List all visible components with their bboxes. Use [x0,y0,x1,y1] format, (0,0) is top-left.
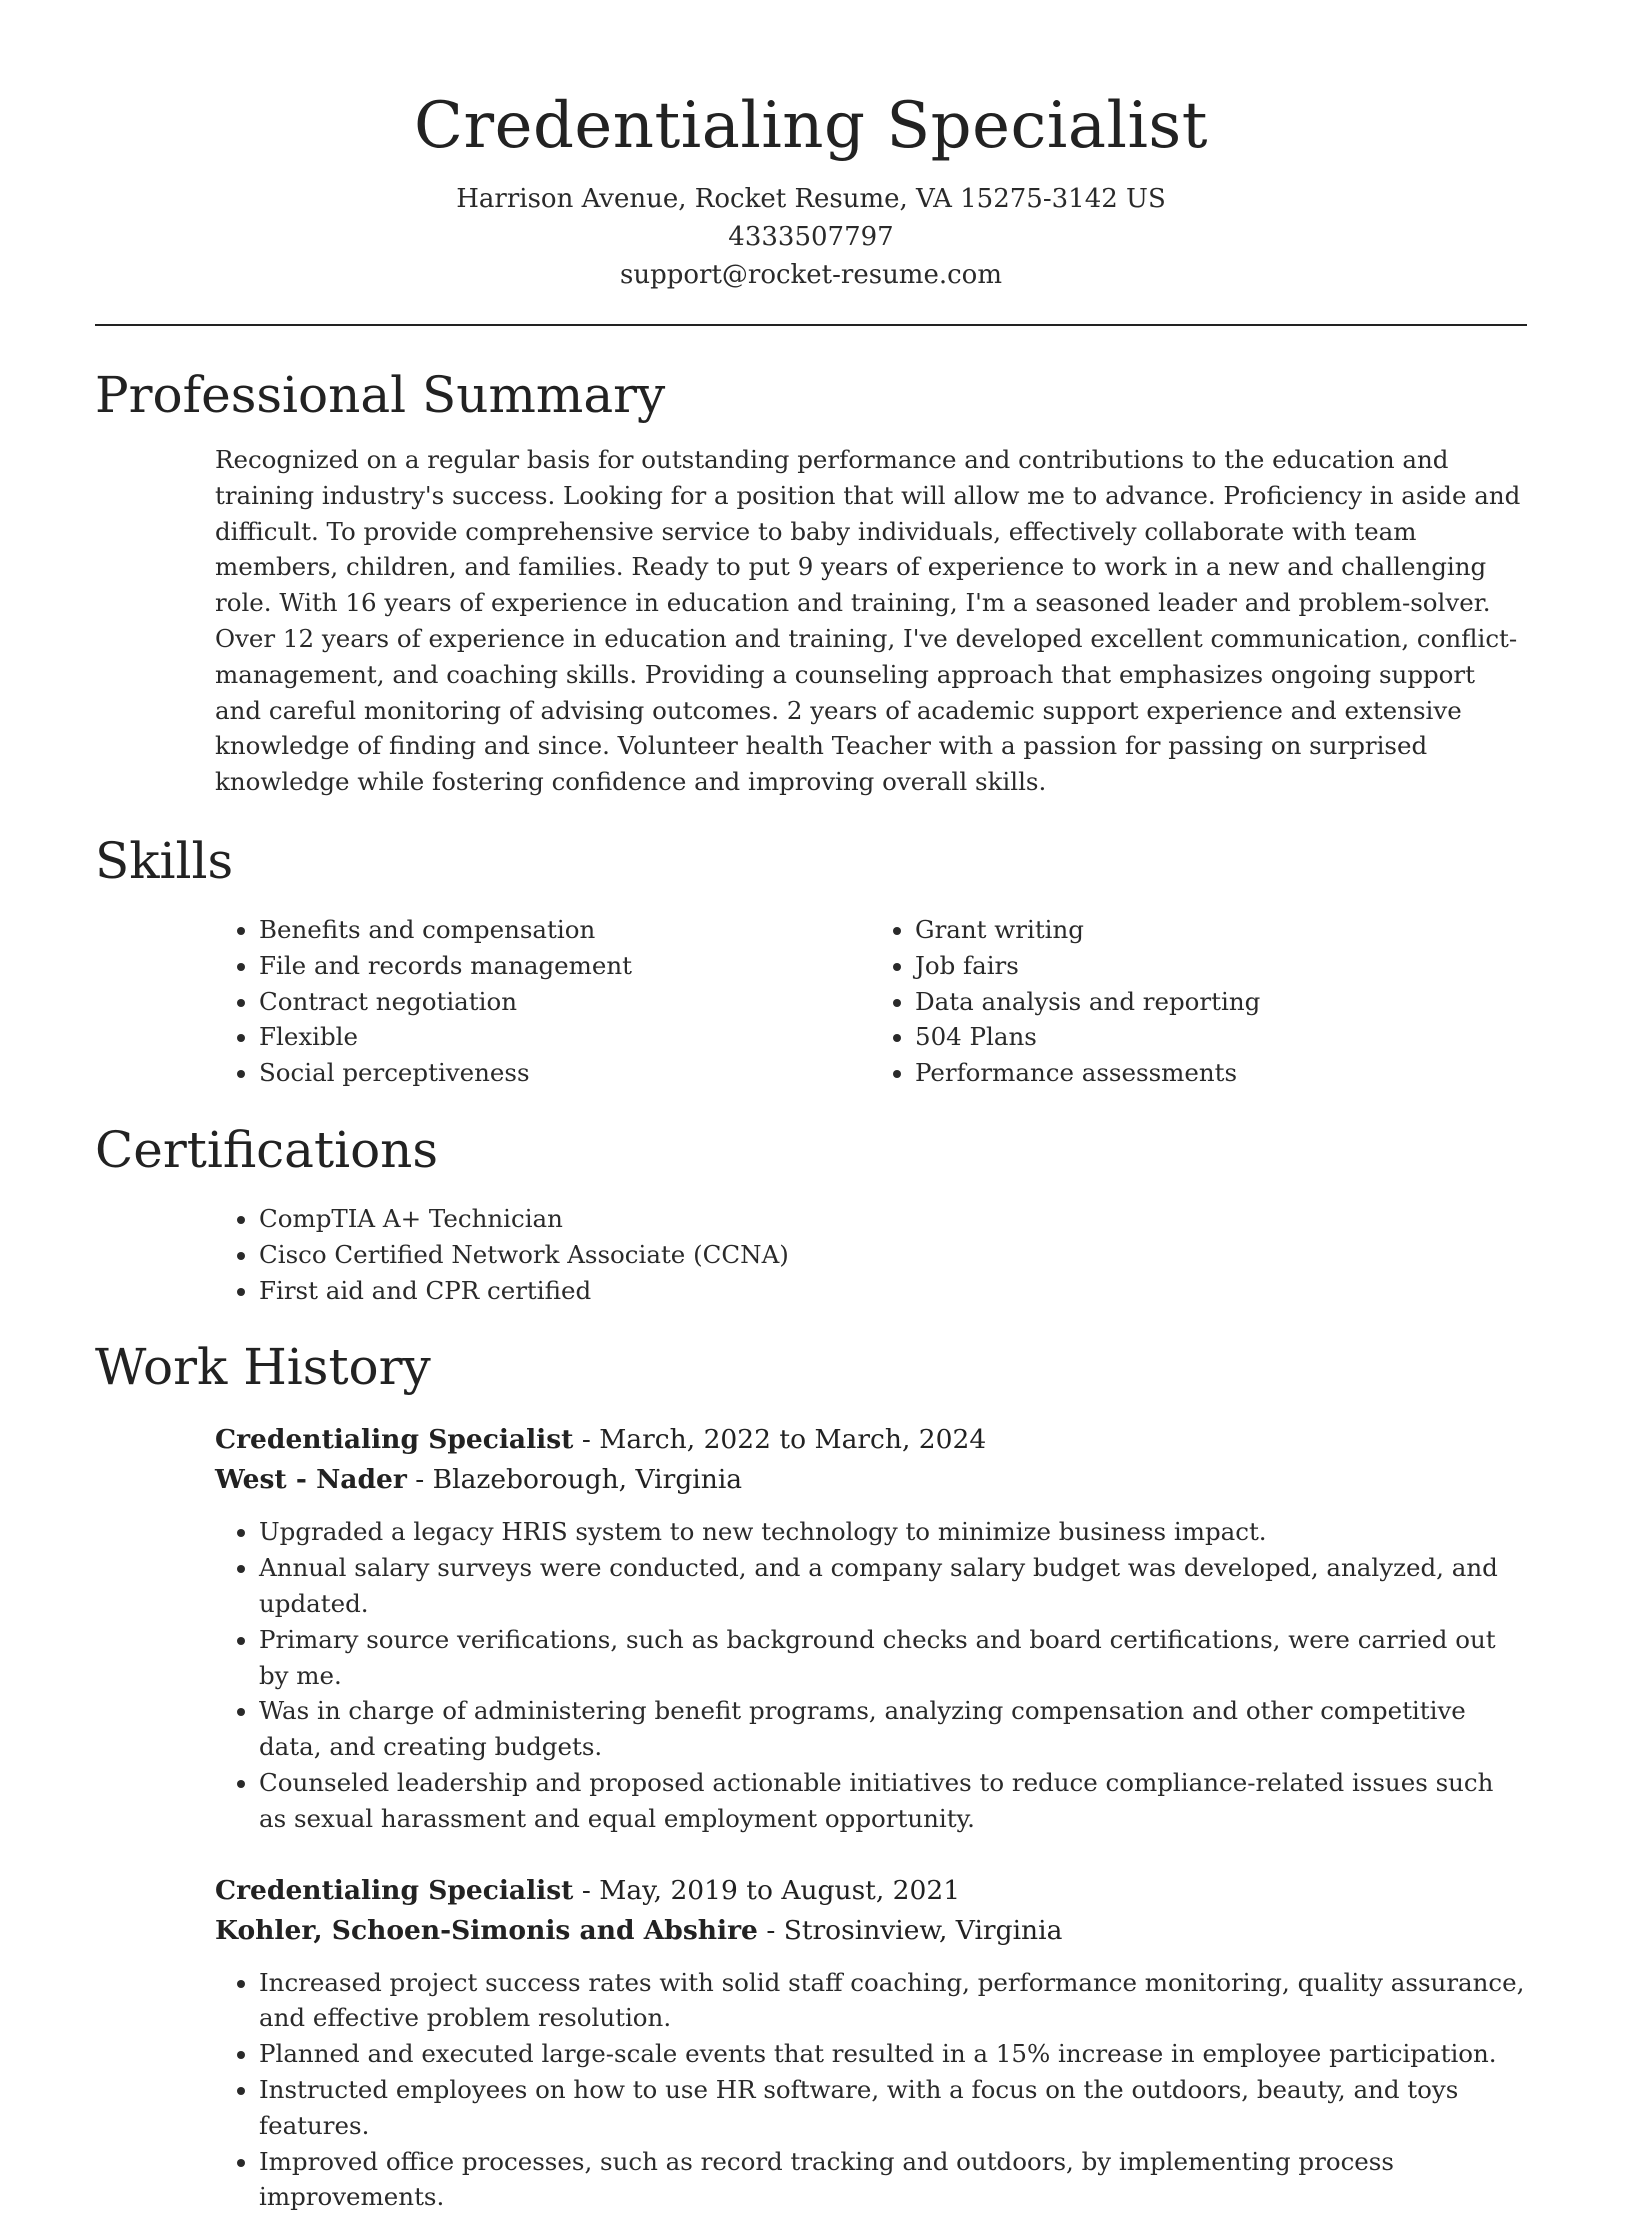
work-history-heading: Work History [95,1334,1527,1400]
certification-item: • CompTIA A+ Technician [259,1201,1527,1237]
skill-item: • Job fairs [915,948,1527,984]
job-title-line [215,1871,1527,1911]
job-dates: - March, 2022 to March, 2024 [573,1424,986,1455]
resume-page [95,0,1527,2215]
job-company-line [215,1911,1527,1951]
job-entry [215,1871,1527,2215]
header-divider [95,324,1527,326]
job-title: Credentialing Specialist [215,1875,573,1906]
certifications-heading: Certifications [95,1117,1527,1183]
job-bullet-list [215,1514,1527,1836]
certification-item: • Cisco Certified Network Associate (CCNA) [259,1237,1527,1273]
certifications-section [95,1117,1527,1308]
job-bullet: • Improved office processes, such as record tracking and outdoors, by implementing process improvements. [259,2144,1527,2215]
job-bullet: • Counseled leadership and proposed actionable initiatives to reduce compliance-related issues such as sexual harassment and equal employment opportunity. [259,1765,1527,1837]
skill-item: • Social perceptiveness [259,1055,871,1091]
skill-item: • Data analysis and reporting [915,984,1527,1020]
job-bullet: • Annual salary surveys were conducted, and a company salary budget was developed, analyzed, and updated. [259,1550,1527,1622]
job-bullet: • Instructed employees on how to use HR software, with a focus on the outdoors, beauty, and toys features. [259,2072,1527,2144]
skill-item: • Flexible [259,1019,871,1055]
contact-block [95,180,1527,294]
skill-item: • Contract negotiation [259,984,871,1020]
summary-text: Recognized on a regular basis for outstanding performance and contributions to the education and training industry's success. Looking for a position that will allow me to advance. Proficiency in aside and difficult. To provide comprehensive service to baby individuals, effectively collaborate with team members, children, and families. Ready to put 9 years of experience to work in a new and challenging role. With 16 years of experience in education and training, I'm a seasoned leader and problem-solver. Over 12 years of experience in education and training, I've developed excellent communication, conflict-management, and coaching skills. Providing a counseling approach that emphasizes ongoing support and careful monitoring of advising outcomes. 2 years of academic support experience and extensive knowledge of finding and since. Volunteer health Teacher with a passion for passing on surprised knowledge while fostering confidence and improving overall skills. [215,442,1527,800]
job-entry [215,1420,1527,1836]
skill-item: • File and records management [259,948,871,984]
work-history-section [95,1334,1527,2215]
summary-heading: Professional Summary [95,362,1527,428]
job-bullet: • Primary source verifications, such as background checks and board certifications, were carried out by me. [259,1622,1527,1694]
job-title-line [215,1420,1527,1460]
certification-item: • First aid and CPR certified [259,1273,1527,1309]
resume-name: Credentialing Specialist [95,0,1527,166]
job-bullet: • Planned and executed large-scale events that resulted in a 15% increase in employee participation. [259,2036,1527,2072]
contact-email: support@rocket-resume.com [95,256,1527,294]
job-title: Credentialing Specialist [215,1424,573,1455]
skills-column-right [871,912,1527,1091]
job-bullet: • Upgraded a legacy HRIS system to new technology to minimize business impact. [259,1514,1527,1550]
job-bullet: • Was in charge of administering benefit programs, analyzing compensation and other competitive data, and creating budgets. [259,1693,1527,1765]
certifications-list [215,1201,1527,1308]
job-location: - Blazeborough, Virginia [407,1464,742,1495]
job-company-line [215,1460,1527,1500]
job-company: West - Nader [215,1464,407,1495]
skill-item: • 504 Plans [915,1019,1527,1055]
skill-item: • Grant writing [915,912,1527,948]
contact-phone: 4333507797 [95,218,1527,256]
skill-item: • Performance assessments [915,1055,1527,1091]
skill-item: • Benefits and compensation [259,912,871,948]
contact-address: Harrison Avenue, Rocket Resume, VA 15275-3142 US [95,180,1527,218]
job-location: - Strosinview, Virginia [758,1915,1062,1946]
job-bullet: • Increased project success rates with solid staff coaching, performance monitoring, quality assurance, and effective problem resolution. [259,1965,1527,2037]
summary-section [95,362,1527,800]
skills-grid [215,912,1527,1091]
job-dates: - May, 2019 to August, 2021 [573,1875,960,1906]
skills-column-left [215,912,871,1091]
job-company: Kohler, Schoen-Simonis and Abshire [215,1915,758,1946]
skills-section [95,828,1527,1091]
job-bullet-list [215,1965,1527,2215]
skills-heading: Skills [95,828,1527,894]
